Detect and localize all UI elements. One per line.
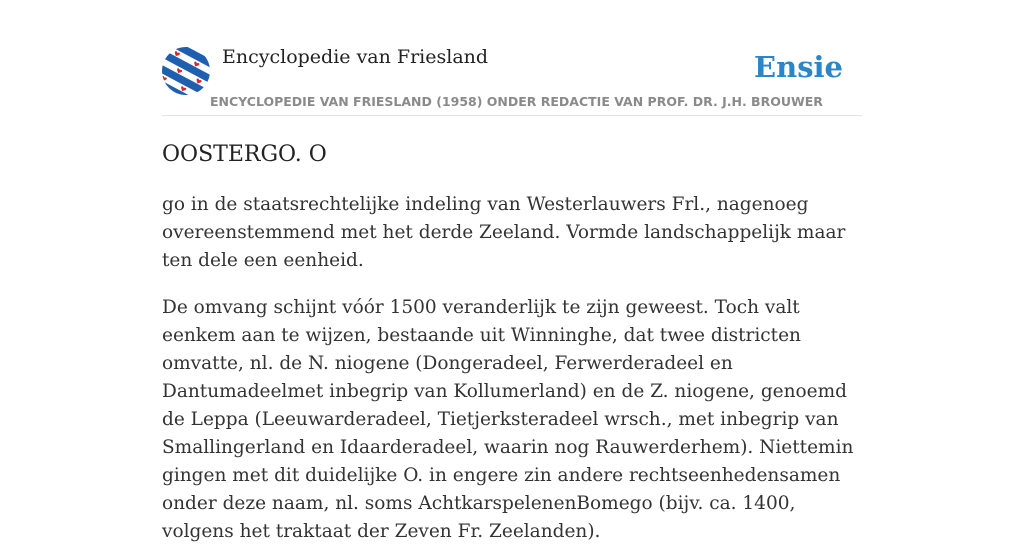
article-paragraph: go in de staatsrechtelijke indeling van Westerlauwers Frl., nagenoeg overeenstemmend met het derde Zeeland. Vormde landschappelijk maar ten dele een eenheid. xyxy=(162,194,846,271)
brand-logo-text[interactable]: Ensie xyxy=(754,50,843,84)
frisian-flag-logo-icon[interactable] xyxy=(162,47,210,95)
article-paragraph: De omvang schijnt vóór 1500 veranderlijk te zijn geweest. Toch valt eenkem aan te wijzen, bestaande uit Winninghe, dat twee districten omvatte, nl. de N. niogene (Dongeradeel, Ferwerderadeel en Dantumadeelmet inbegrip van Kollumerland) en de Z. niogene, genoemd de Leppa (Leeuwarderadeel, Tietjerksteradeel wrsch., met inbegrip van Smallingerland en Idaarderadeel, waarin nog Rauwerderhem). Niettemin gingen met dit duidelijke O. in engere zin andere rechtseenhedensamen onder deze naam, nl. soms AchtkarspelenenBomego (bijv. ca. 1400, volgens het traktaat der Zeven Fr. Zeelanden). xyxy=(162,297,854,542)
source-subtitle: ENCYCLOPEDIE VAN FRIESLAND (1958) ONDER REDACTIE VAN PROF. DR. J.H. BROUWER xyxy=(210,94,823,109)
article-headword: OOSTERGO. O xyxy=(162,142,327,167)
article-container xyxy=(162,44,862,546)
site-header xyxy=(162,44,862,116)
site-title[interactable]: Encyclopedie van Friesland xyxy=(222,46,489,68)
